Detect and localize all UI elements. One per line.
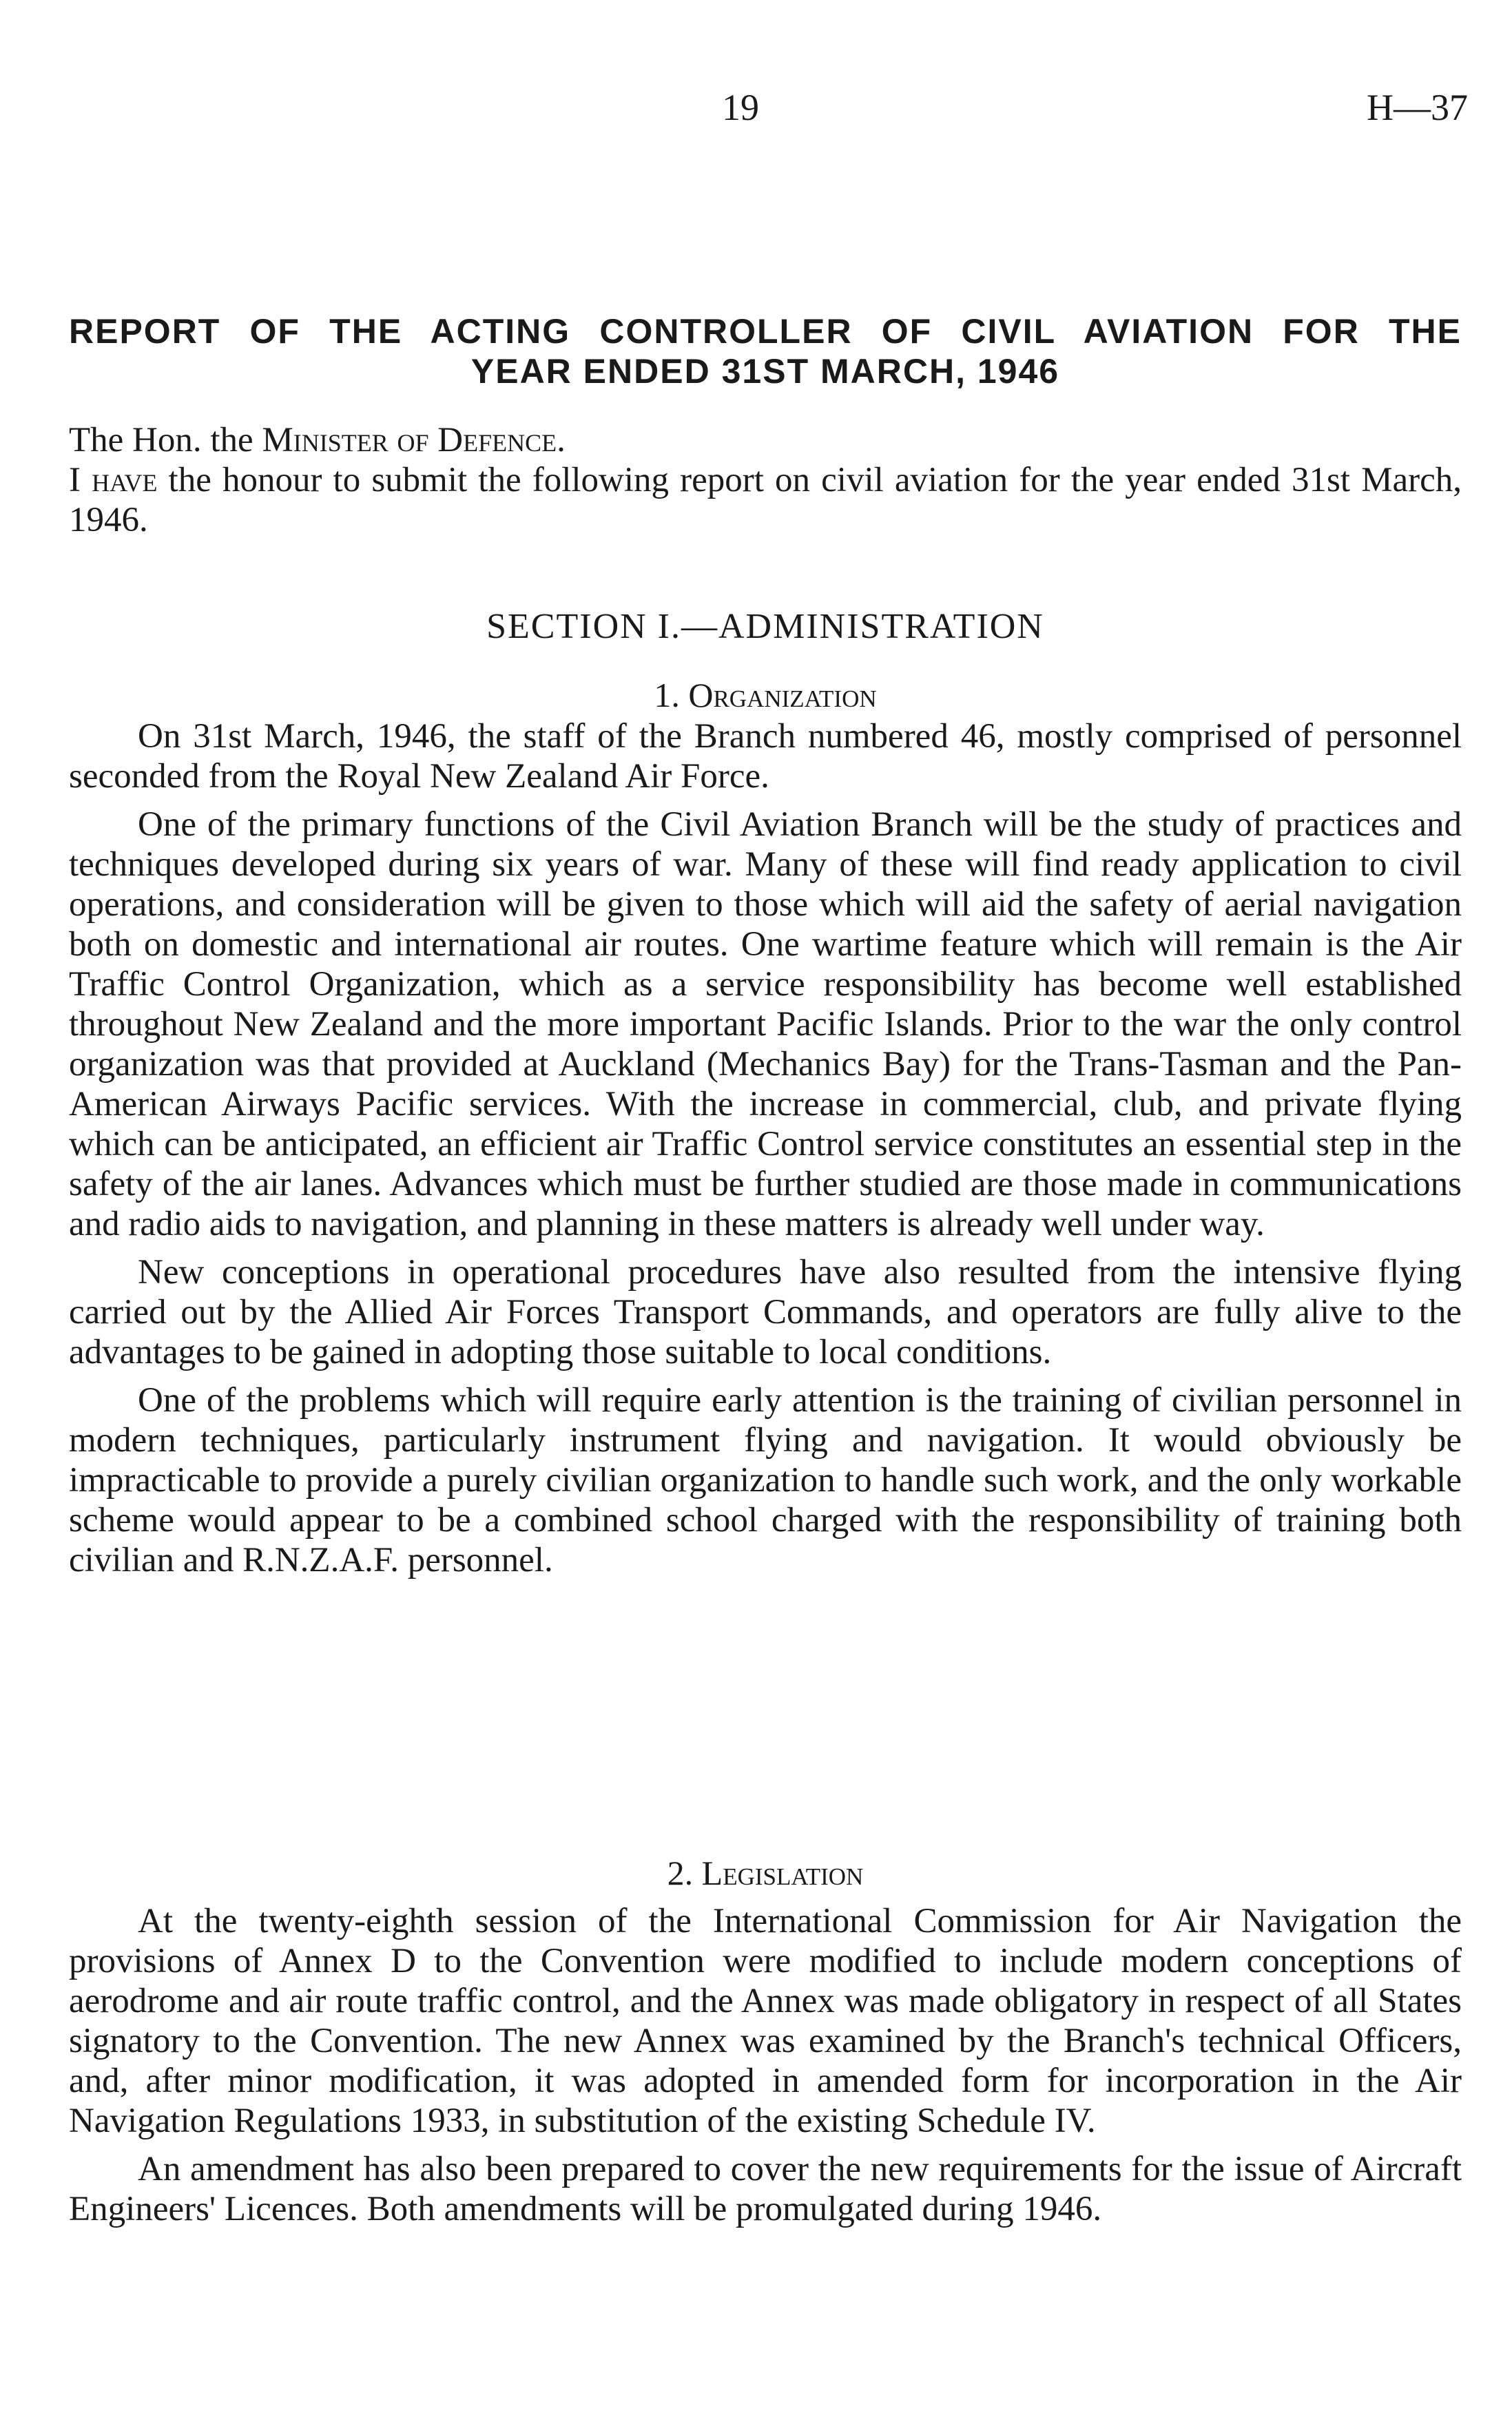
intro-lead: I have <box>69 461 158 499</box>
section-heading: SECTION I.—ADMINISTRATION <box>486 607 1044 646</box>
paragraph: One of the primary functions of the Civil Aviation Branch will be the study of practices and techniques developed during six years of war. Many of these will find ready application to civil operations, and consideration will be given to those which will aid the safety of aerial navigation both on domestic and international air routes. One wartime feature which will remain is the Air Traffic Control Organization, which as a service responsibility has become well established throughout New Zealand and the more important Pacific Islands. Prior to the war the only control organization was that provided at Auckland (Mechanics Bay) for the Trans-Tasman and the Pan-American Airways Pacific services. With the increase in commercial, club, and private flying which can be anticipated, an efficient air Traffic Control service constitutes an essential step in the safety of the air lanes. Advances which must be further studied are those made in communications and radio aids to navigation, and planning in these matters is already well under way. <box>69 805 1462 1243</box>
report-title-line-1: REPORT OF THE ACTING CONTROLLER OF CIVIL AVIATION FOR THE <box>69 312 1462 351</box>
paragraph: On 31st March, 1946, the staff of the Branch numbered 46, mostly comprised of personnel seconded from the Royal New Zealand Air Force. <box>69 717 1462 796</box>
report-title-line-2: YEAR ENDED 31ST MARCH, 1946 <box>470 352 1060 391</box>
addressee <box>69 420 1462 460</box>
report-title <box>69 311 1462 391</box>
paragraph: At the twenty-eighth session of the International Commission for Air Navigation the provisions of Annex D to the Convention were modified to include modern conceptions of aerodrome and air route traffic control, and the Annex was made obligatory in respect of all States signatory to the Convention. The new Annex was examined by the Branch's technical Officers, and, after minor modification, it was adopted in amended form for incorporation in the Air Navigation Regulations 1933, in substitution of the existing Schedule IV. <box>69 1902 1462 2140</box>
intro-text: the honour to submit the following report on civil aviation for the year ended 31st March, 1946. <box>69 461 1462 539</box>
addressee-prefix: The Hon. the <box>69 421 262 459</box>
legislation-body <box>69 1901 1462 2237</box>
subheading-organization: 1. Organization <box>654 676 877 714</box>
paragraph: One of the problems which will require early attention is the training of civilian personnel in modern techniques, particularly instrument flying and navigation. It would obviously be impracticable to provide a purely civilian organization to handle such work, and the only workable scheme would appear to be a combined school charged with the responsibility of training both civilian and R.N.Z.A.F. personnel. <box>69 1381 1462 1579</box>
addressee-role: Minister of Defence <box>262 421 557 459</box>
addressee-suffix: . <box>557 421 566 459</box>
page-number: 19 <box>722 87 759 128</box>
paragraph: An amendment has also been prepared to cover the new requirements for the issue of Aircraft Engineers' Licences. Both amendments will be promulgated during 1946. <box>69 2150 1462 2228</box>
paragraph: New conceptions in operational procedures have also resulted from the intensive flying carried out by the Allied Air Forces Transport Commands, and operators are fully alive to the advantages to be gained in adopting those suitable to local conditions. <box>69 1253 1462 1371</box>
organization-body <box>69 716 1462 1588</box>
subheading-legislation: 2. Legislation <box>667 1854 864 1892</box>
intro-paragraph <box>69 460 1462 540</box>
document-code: H—37 <box>1367 87 1468 128</box>
